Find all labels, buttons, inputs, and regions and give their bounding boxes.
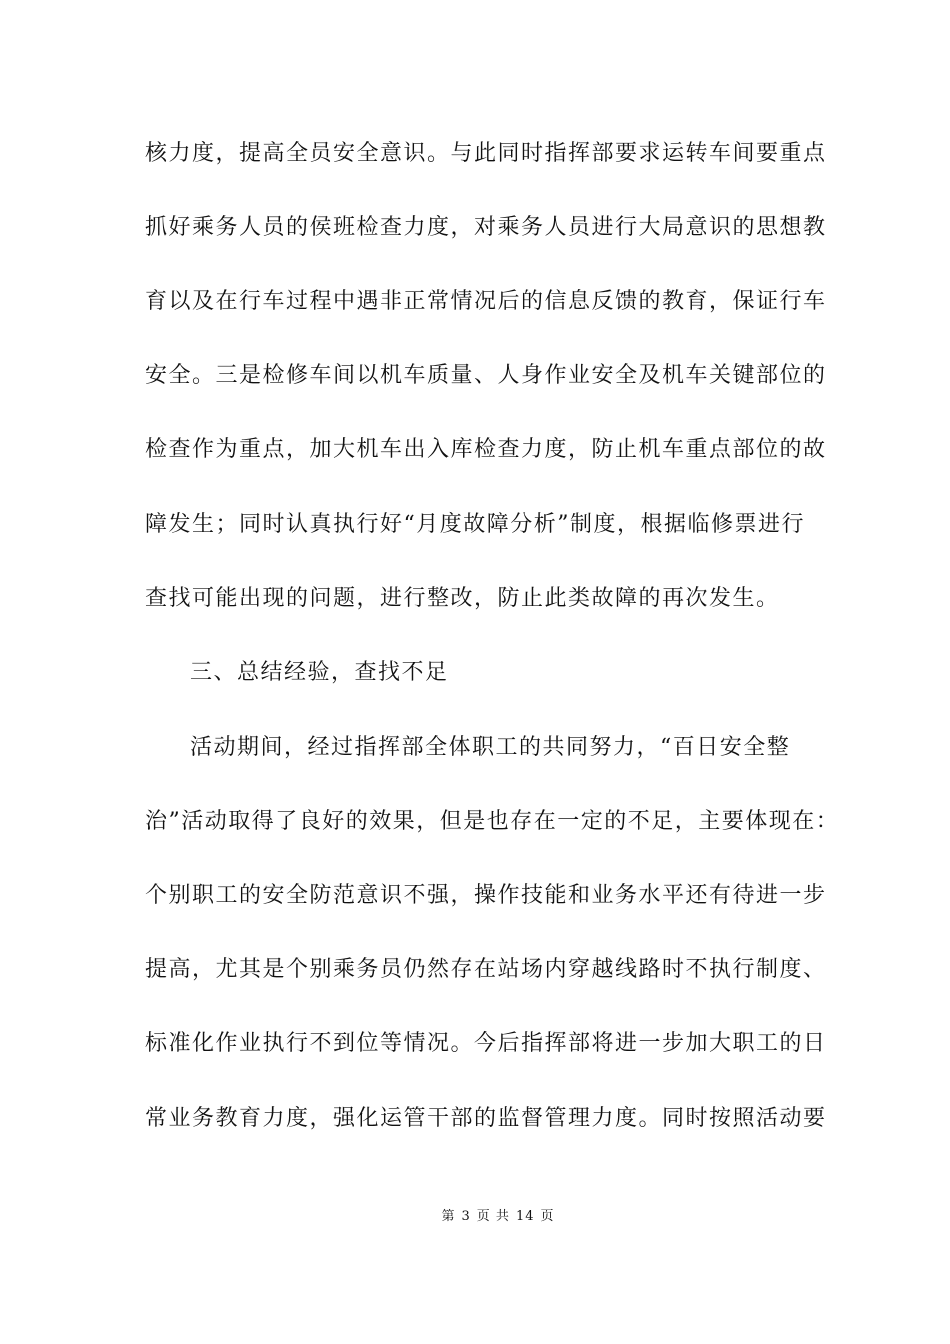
body-line: 提高，尤其是个别乘务员仍然存在站场内穿越线路时不执行制度、 <box>145 957 827 982</box>
body-line: 育以及在行车过程中遇非正常情况后的信息反馈的教育，保证行车 <box>145 289 827 314</box>
body-line: 常业务教育力度，强化运管干部的监督管理力度。同时按照活动要 <box>145 1106 827 1131</box>
footer-total-pages: 14 <box>515 1209 535 1224</box>
body-line: 抓好乘务人员的侯班检查力度，对乘务人员进行大局意识的思想教 <box>145 215 827 240</box>
footer-suffix: 页 <box>540 1209 555 1224</box>
body-line: 障发生；同时认真执行好“月度故障分析”制度，根据临修票进行 <box>145 512 805 537</box>
body-line: 安全。三是检修车间以机车质量、人身作业安全及机车关键部位的 <box>145 363 827 388</box>
body-line: 标准化作业执行不到位等情况。今后指挥部将进一步加大职工的日 <box>145 1031 827 1056</box>
section-heading: 三、总结经验，查找不足 <box>190 660 449 685</box>
body-line: 个别职工的安全防范意识不强，操作技能和业务水平还有待进一步 <box>145 883 827 908</box>
body-line: 活动期间，经过指挥部全体职工的共同努力，“百日安全整 <box>190 735 791 760</box>
body-line: 检查作为重点，加大机车出入库检查力度，防止机车重点部位的故 <box>145 437 827 462</box>
footer-current-page: 3 <box>461 1209 471 1224</box>
footer-prefix: 第 <box>441 1209 456 1224</box>
body-line: 查找可能出现的问题，进行整改，防止此类故障的再次发生。 <box>145 586 780 611</box>
footer-middle: 页 共 <box>476 1209 510 1224</box>
page-number-footer <box>0 1207 950 1227</box>
body-line: 核力度，提高全员安全意识。与此同时指挥部要求运转车间要重点 <box>145 141 827 166</box>
body-line: 治”活动取得了良好的效果，但是也存在一定的不足，主要体现在： <box>145 809 840 834</box>
